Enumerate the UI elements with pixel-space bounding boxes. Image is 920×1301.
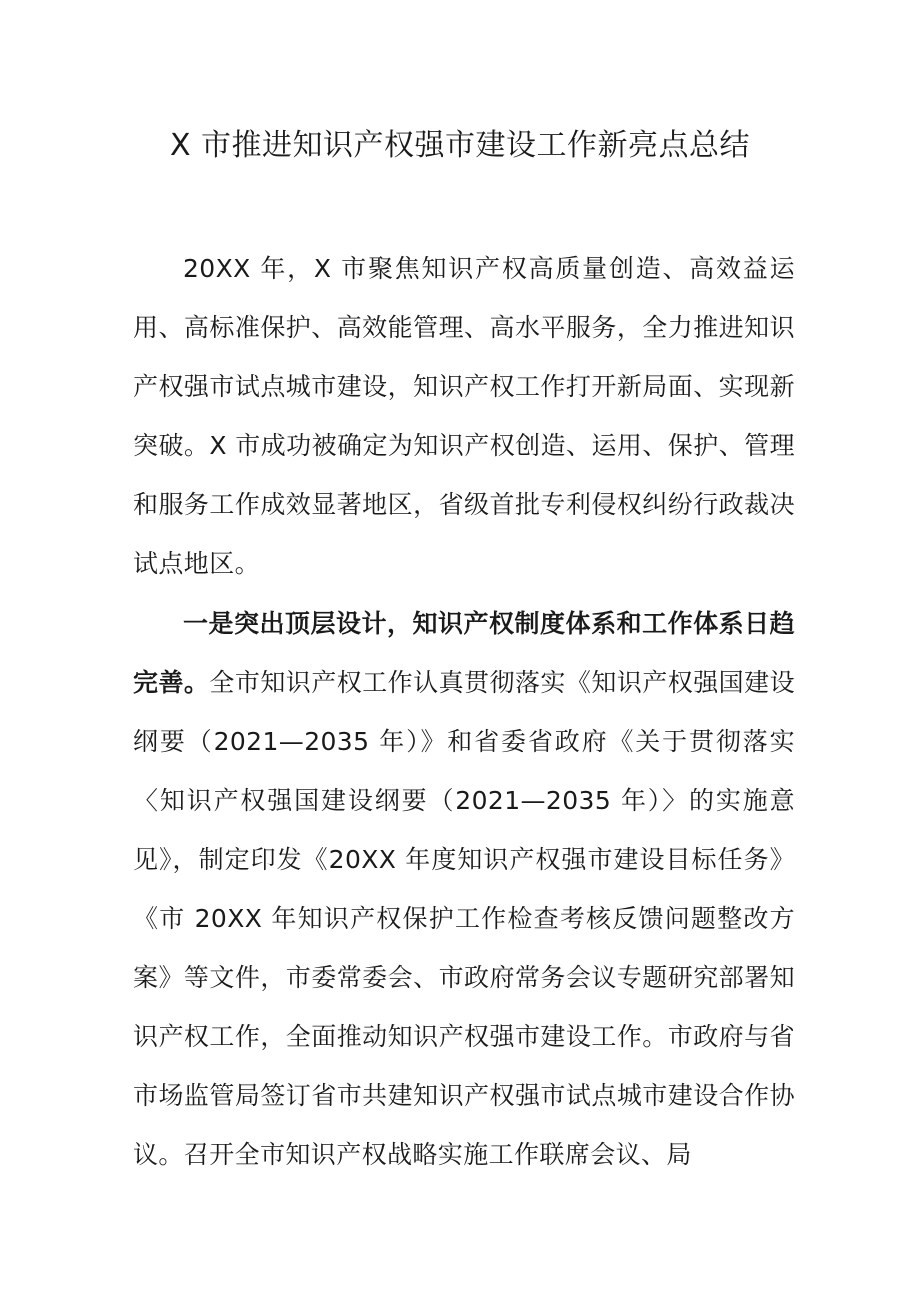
- intro-paragraph: [133, 239, 795, 593]
- section-one-text: 全市知识产权工作认真贯彻落实《知识产权强国建设纲要（2021—2035 年）》和省委省政府《关于贯彻落实〈知识产权强国建设纲要（2021—2035 年）〉的实施意见》，制定印发《20XX 年度知识产权强市建设目标任务》《市 20XX 年知识产权保护工作检查考核反馈问题整改方案》等文件，市委常委会、市政府常务会议专题研究部署知识产权工作，全面推动知识产权强市建设工作。市政府与省市场监管局签订省市共建知识产权强市试点城市建设合作协议。召开全市知识产权战略实施工作联席会议、局: [133, 668, 796, 1169]
- intro-paragraph-text: 20XX 年，X 市聚焦知识产权高质量创造、高效益运用、高标准保护、高效能管理、高水平服务，全力推进知识产权强市试点城市建设，知识产权工作打开新局面、实现新突破。X 市成功被确定为知识产权创造、运用、保护、管理和服务工作成效显著地区，省级首批专利侵权纠纷行政裁决试点地区。: [133, 254, 795, 578]
- document-body: [133, 239, 795, 1184]
- section-one-paragraph: [133, 594, 795, 1184]
- section-one-heading: 一是突出顶层设计，知识产权制度体系和工作体系日趋完善。: [133, 609, 795, 697]
- document-title: X 市推进知识产权强市建设工作新亮点总结: [169, 128, 751, 163]
